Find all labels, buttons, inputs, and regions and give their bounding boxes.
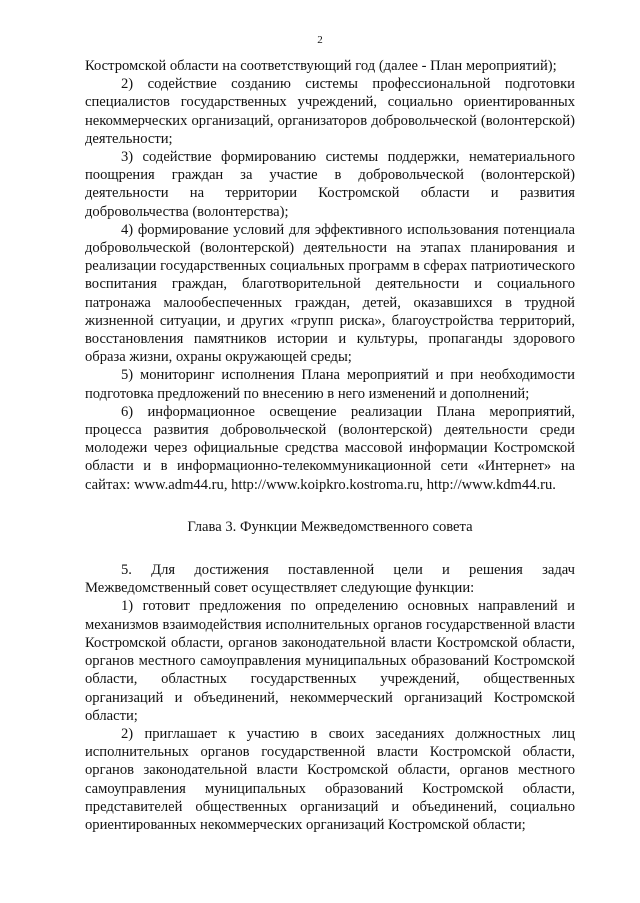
section-top — [85, 57, 575, 494]
document-body — [85, 57, 575, 834]
paragraph-function-1: 1) готовит предложения по определению основных направлений и механизмов взаимодействия исполнительных органов государственной власти Костромской области, органов законодательной власти Костромской области, органов местного самоуправления муниципальных образований Костромской области, областных государственных учреждений, общественных организаций и объединений, некоммерческий организаций Костромской области; — [85, 598, 575, 724]
paragraph-item-2: 2) содействие созданию системы профессиональной подготовки специалистов государственных учреждений, социально ориентированных некоммерческих организаций, организаторов добровольческой (волонтерской) деятельности; — [85, 76, 575, 147]
paragraph-continuation: Костромской области на соответствующий год (далее - План мероприятий); — [85, 58, 557, 74]
page-number: 2 — [317, 34, 323, 46]
paragraph-functions-intro: 5. Для достижения поставленной цели и решения задач Межведомственный совет осуществляет следующие функции: — [85, 562, 575, 597]
paragraph-item-4: 4) формирование условий для эффективного использования потенциала добровольческой (волонтерской) деятельности на этапах планирования и реализации государственных социальных программ в сферах патриотического воспитания граждан, благотворительной деятельности и социального патронажа малообеспеченных граждан, детей, оказавшихся в трудной жизненной ситуации, и других «групп риска», благоустройства территорий, восстановления памятников истории и культуры, пропаганды здорового образа жизни, охраны окружающей среды; — [85, 221, 575, 366]
chapter-heading: Глава 3. Функции Межведомственного совета — [187, 518, 473, 535]
paragraph-item-3: 3) содействие формированию системы поддержки, нематериального поощрения граждан за участие в добровольческой (волонтерской) деятельности на территории Костромской области и развития добровольчества (волонтерства); — [85, 149, 575, 220]
paragraph-function-2: 2) приглашает к участию в своих заседаниях должностных лиц исполнительных органов государственной власти Костромской области, органов законодательной власти Костромской области, органов местного самоуправления муниципальных образований Костромской области, представителей общественных организаций и объединений, социально ориентированных некоммерческих организаций Костромской области; — [85, 725, 575, 833]
paragraph-item-6: 6) информационное освещение реализации Плана мероприятий, процесса развития добровольческой (волонтерской) деятельности среди молодежи через официальные средства массовой информации Костромской области и в информационно-телекоммуникационной сети «Интернет» на сайтах: www.adm44.ru, http://www.koipkro.kostroma.ru, http://www.kdm44.ru. — [85, 403, 575, 493]
paragraph-item-5: 5) мониторинг исполнения Плана мероприятий и при необходимости подготовка предложений по внесению в него изменений и дополнений; — [85, 367, 575, 402]
section-functions — [85, 561, 575, 834]
